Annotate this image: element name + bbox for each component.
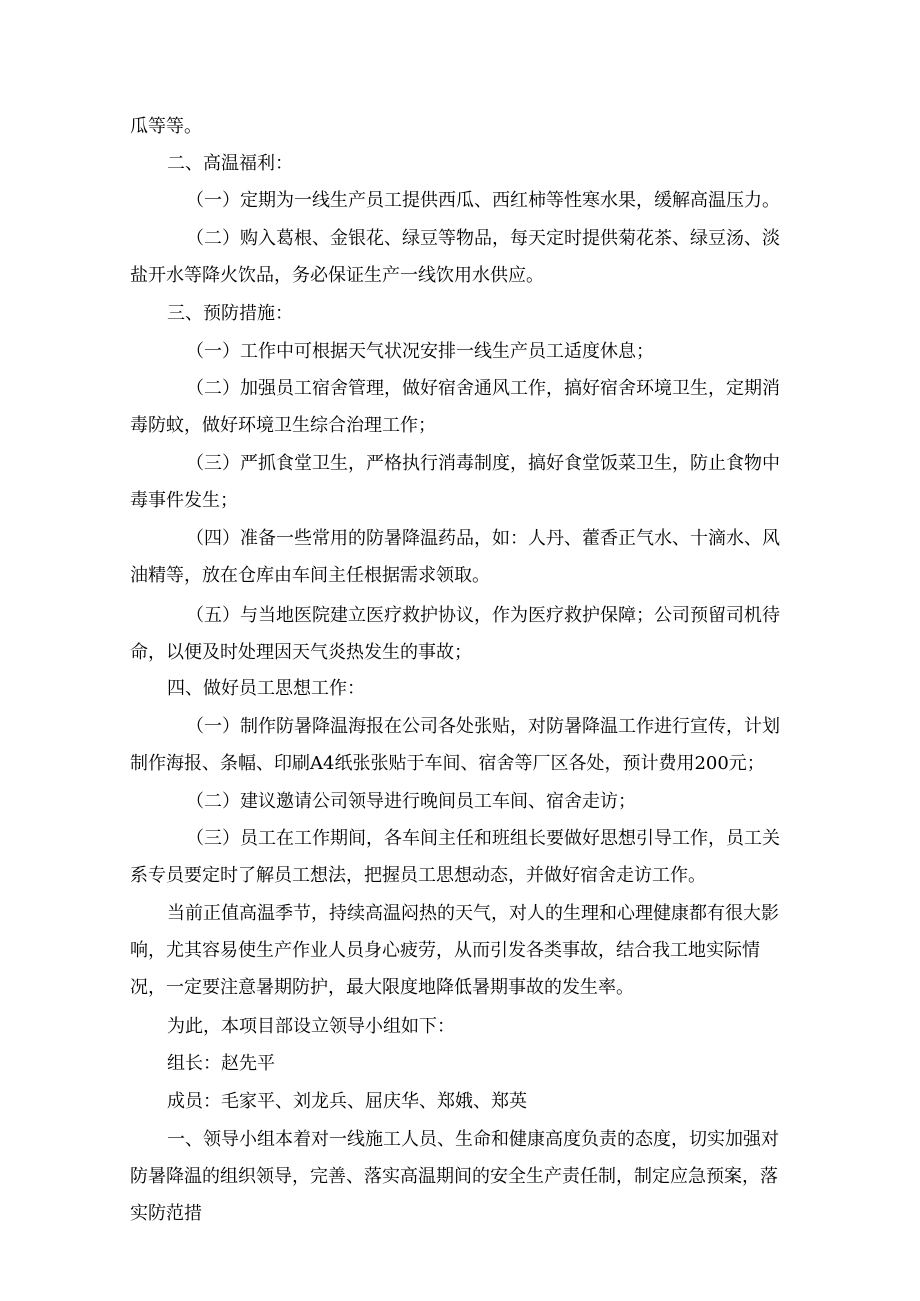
paragraph-prevention-2: （二）加强员工宿舍管理，做好宿舍通风工作，搞好宿舍环境卫生，定期消毒防蚊，做好环境卫生综合治理工作； <box>130 378 780 436</box>
paragraph-prevention-4: （四）准备一些常用的防暑降温药品，如：人丹、藿香正气水、十滴水、风油精等，放在仓库由车间主任根据需求领取。 <box>130 528 780 586</box>
paragraph-prevention-1: （一）工作中可根据天气状况安排一线生产员工适度休息； <box>186 341 654 362</box>
section-heading-welfare: 二、高温福利： <box>167 153 293 174</box>
paragraph-season-intro: 当前正值高温季节，持续高温闷热的天气，对人的生理和心理健康都有很大影响，尤其容易使生产作业人员身心疲劳，从而引发各类事故，结合我工地实际情况，一定要注意暑期防护，最大限度地降低暑期事故的发生率。 <box>130 903 779 998</box>
paragraph-prevention-5: （五）与当地医院建立医疗救护协议，作为医疗救护保障；公司预留司机待命，以便及时处理因天气炎热发生的事故； <box>130 605 780 663</box>
paragraph-welfare-1: （一）定期为一线生产员工提供西瓜、西红柿等性寒水果，缓解高温压力。 <box>186 190 780 211</box>
paragraph-thought-1: （一）制作防暑降温海报在公司各处张贴，对防暑降温工作进行宣传，计划制作海报、条幅、印刷A4纸张张贴于车间、宿舍等厂区各处，预计费用200元； <box>130 716 780 774</box>
paragraph-welfare-2: （二）购入葛根、金银花、绿豆等物品，每天定时提供菊花茶、绿豆汤、淡盐开水等降火饮品，务必保证生产一线饮用水供应。 <box>130 228 780 286</box>
paragraph-team-members: 成员：毛家平、刘龙兵、屈庆华、郑娥、郑英 <box>167 1091 527 1112</box>
paragraph-thought-2: （二）建议邀请公司领导进行晚间员工车间、宿舍走访； <box>186 791 636 812</box>
paragraph-continuation: 瓜等等。 <box>130 116 202 137</box>
paragraph-team-leader: 组长：赵先平 <box>167 1053 275 1074</box>
paragraph-leadership-duty: 一、领导小组本着对一线施工人员、生命和健康高度负责的态度，切实加强对防暑降温的组织领导，完善、落实高温期间的安全生产责任制，制定应急预案，落实防范措 <box>130 1129 779 1224</box>
section-heading-prevention: 三、预防措施： <box>167 303 293 324</box>
paragraph-prevention-3: （三）严抓食堂卫生，严格执行消毒制度，搞好食堂饭菜卫生，防止食物中毒事件发生； <box>130 453 780 511</box>
paragraph-thought-3: （三）员工在工作期间，各车间主任和班组长要做好思想引导工作，员工关系专员要定时了解员工想法，把握员工思想动态，并做好宿舍走访工作。 <box>130 828 780 886</box>
section-heading-thought-work: 四、做好员工思想工作： <box>167 678 365 699</box>
paragraph-leadership-intro: 为此，本项目部设立领导小组如下： <box>167 1016 455 1037</box>
